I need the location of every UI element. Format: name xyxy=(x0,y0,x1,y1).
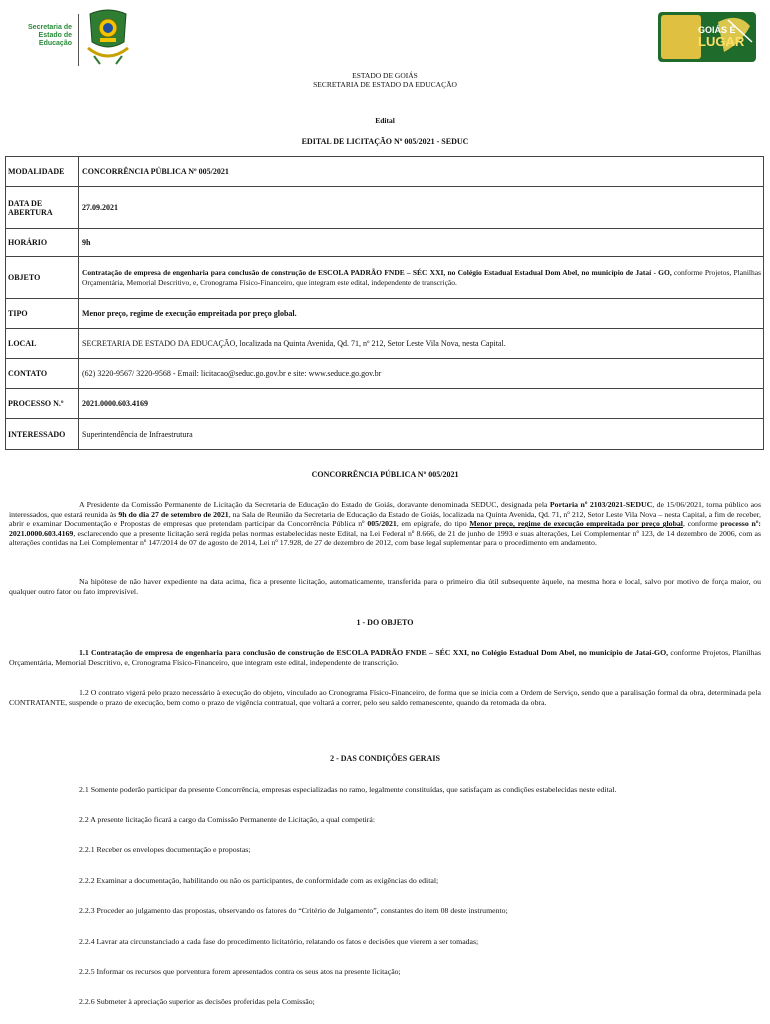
info-table xyxy=(5,156,764,450)
table-row-local xyxy=(6,329,764,359)
value-local: SECRETARIA DE ESTADO DA EDUCAÇÃO, localizada na Quinta Avenida, Qd. 71, nº 212, Setor Leste Vila Nova, nesta Capital. xyxy=(79,329,764,359)
intro-paragraph: A Presidente da Comissão Permanente de Licitação da Secretaria de Educação do Estado de Goiás, doravante denominada SEDUC, designada pela Portaria nº 2103/2021-SEDUC, de 15/06/2021, torna público aos interessados, que estará reunida às 9h do dia 27 de setembro de 2021, na Sala de Reunião da Secretaria de Educação da Estado de Goiás, localizada na Quinta Avenida, Qd. 71, nº 212, Setor Leste Vila Nova – nesta Capital, a fim de receber, abrir e examinar Documentação e Propostas de empresas que pretendam participar da Concorrência Pública nº 005/2021, em epígrafe, do tipo Menor preço, regime de execução empreitada por preço global, conforme processo nº: 2021.0000.603.4169, esclarecendo que a presente licitação será regida pelas normas estabelecidas neste Edital, na Lei Federal nº 8.666, de 21 de junho de 1993 e suas alterações, Lei Complementar nº 123, de 14 dezembro de 2006, com as alterações contidas na Lei Complementar nº 147/2014 de 07 de agosto de 2014, Lei nº 17.928, de 27 de dezembro de 2012, com base legal suplementar para o procedimento em andamento. xyxy=(9,500,761,548)
value-modalidade: CONCORRÊNCIA PÚBLICA Nº 005/2021 xyxy=(79,157,764,187)
doc-type: Edital xyxy=(375,116,395,125)
table-row-objeto xyxy=(6,257,764,299)
secretaria-logo xyxy=(22,8,162,66)
value-data-abertura: 27.09.2021 xyxy=(79,187,764,229)
item-1-2: 1.2 O contrato vigerá pelo prazo necessário à execução do objeto, vinculado ao Cronograma Físico-Financeiro, de forma que se inicia com a Ordem de Serviço, sendo que a paralisação formal da obra, determinada pela CONTRATANTE, suspende o prazo de execução, bem como o prazo de vigência contratual, que voltará a correr, pelo seu saldo remanescente, quando da retomada da obra. xyxy=(9,688,761,707)
edital-title: EDITAL DE LICITAÇÃO Nº 005/2021 - SEDUC xyxy=(301,137,469,146)
label-contato: CONTATO xyxy=(6,359,79,389)
holiday-paragraph: Na hipótese de não haver expediente na data acima, fica a presente licitação, automaticamente, transferida para o primeiro dia útil subsequente àquele, na mesma hora e local, salvo por motivo de força maior, ou qualquer outro fator ou fato imprevisível. xyxy=(9,577,761,596)
value-contato: (62) 3220-9567/ 3220-9568 - Email: licitacao@seduc.go.gov.br e site: www.seduce.go.gov.br xyxy=(79,359,764,389)
section-1-title: 1 - DO OBJETO xyxy=(356,618,414,627)
logo-text-goias: GOIÁS É xyxy=(698,25,736,35)
item-2-2-1: 2.2.1 Receber os envelopes documentação e propostas; xyxy=(79,845,251,854)
label-data-abertura: DATA DE ABERTURA xyxy=(6,187,79,229)
item-1-1: 1.1 Contratação de empresa de engenharia para conclusão de construção de ESCOLA PADRÃO FNDE – SÉC XXI, no Colégio Estadual Dom Abel, no município de Jataí-GO, conforme Projetos, Planilhas Orçamentária, Memorial Descritivo, e, Cronograma Físico-Financeiro, que integram este edital, independente de transcrição. xyxy=(9,648,761,667)
label-tipo: TIPO xyxy=(6,299,79,329)
table-row-data-abertura xyxy=(6,187,764,229)
item-2-2: 2.2 A presente licitação ficará a cargo da Comissão Permanente de Licitação, a qual competirá: xyxy=(79,815,376,824)
label-modalidade: MODALIDADE xyxy=(6,157,79,187)
header-secretaria: SECRETARIA DE ESTADO DA EDUCAÇÃO xyxy=(313,80,457,89)
item-2-2-2: 2.2.2 Examinar a documentação, habilitando ou não os participantes, de conformidade com as exigências do edital; xyxy=(79,876,439,885)
header-state: ESTADO DE GOIÁS xyxy=(352,71,418,80)
value-objeto: Contratação de empresa de engenharia para conclusão de construção de ESCOLA PADRÃO FNDE – SÉC XXI, no Colégio Estadual Estadual Dom Abel, no município de Jataí - GO, conforme Projetos, Planilhas Orçamentária, Memorial Descritivo, e, Cronograma Físico-Financeiro, que integram este edital, independente de transcrição. xyxy=(79,257,764,299)
table-row-horario xyxy=(6,229,764,257)
table-row-interessado xyxy=(6,419,764,450)
label-processo: PROCESSO N.º xyxy=(6,389,79,419)
table-row-tipo xyxy=(6,299,764,329)
label-objeto: OBJETO xyxy=(6,257,79,299)
section-2-title: 2 - DAS CONDIÇÕES GERAIS xyxy=(330,754,440,763)
value-tipo: Menor preço, regime de execução empreitada por preço global. xyxy=(79,299,764,329)
table-row-processo xyxy=(6,389,764,419)
label-local: LOCAL xyxy=(6,329,79,359)
logo-divider xyxy=(78,14,79,66)
table-row-contato xyxy=(6,359,764,389)
label-horario: HORÁRIO xyxy=(6,229,79,257)
value-horario: 9h xyxy=(79,229,764,257)
item-2-2-3: 2.2.3 Proceder ao julgamento das propostas, observando os fatores do “Critério de Julgamento”, constantes do item 08 deste instrumento; xyxy=(79,906,508,915)
value-interessado: Superintendência de Infraestrutura xyxy=(79,419,764,450)
item-2-2-6: 2.2.6 Submeter à apreciação superior as decisões proferidas pela Comissão; xyxy=(79,997,315,1006)
cp-title: CONCORRÊNCIA PÚBLICA Nº 005/2021 xyxy=(311,470,459,479)
item-2-2-5: 2.2.5 Informar os recursos que porventura forem apresentados contra os seus atos na presente licitação; xyxy=(79,967,401,976)
item-2-2-4: 2.2.4 Lavrar ata circunstanciado a cada fase do procedimento licitatório, relatando os fatos e decisões que vierem a ser tomadas; xyxy=(79,937,479,946)
value-processo: 2021.0000.603.4169 xyxy=(79,389,764,419)
table-row-modalidade xyxy=(6,157,764,187)
label-interessado: INTERESSADO xyxy=(6,419,79,450)
goias-e-lugar-logo xyxy=(658,12,756,62)
logo-text-lugar: LUGAR xyxy=(698,34,745,49)
goias-crest-icon xyxy=(86,8,130,66)
item-2-1: 2.1 Somente poderão participar da presente Concorrência, empresas especializadas no ramo, legalmente constituídas, que satisfaçam as condições estabelecidas neste edital. xyxy=(79,785,617,794)
secretaria-logo-text: Secretaria de Estado de Educação xyxy=(28,24,72,47)
